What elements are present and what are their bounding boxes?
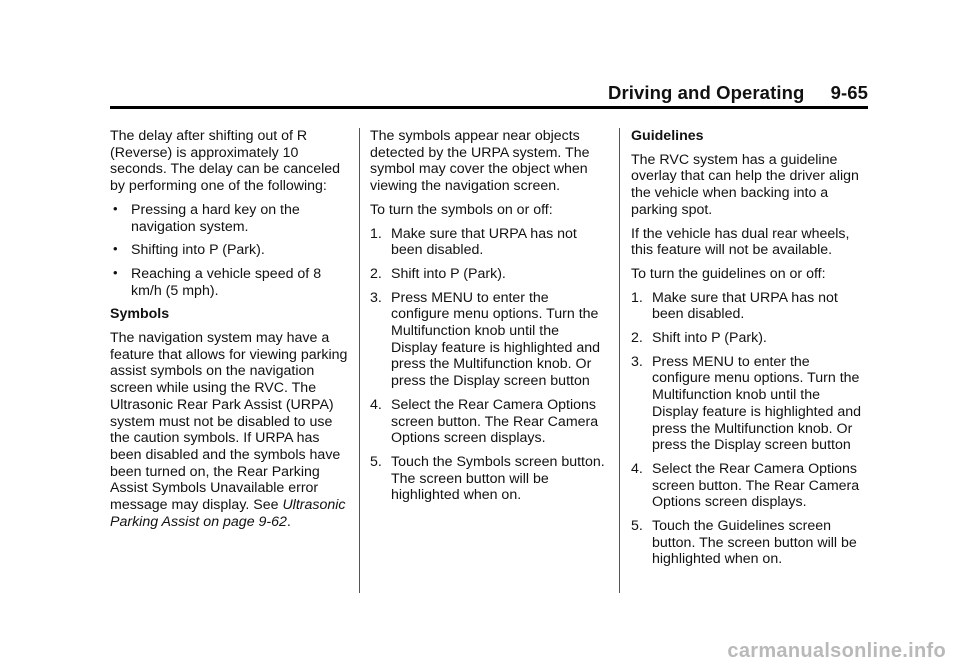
column-divider [359, 128, 360, 593]
list-item: • Shifting into P (Park). [113, 241, 265, 259]
list-item: 1. Make sure that URPA has not been disabled. [370, 225, 577, 259]
list-item: 3. Press MENU to enter the configure menu options. Turn the Multifunction knob until the Display feature is highlighted and press the Multifunction knob. Or press the Display screen button [370, 289, 601, 390]
list-item: 2. Shift into P (Park). [370, 265, 506, 282]
section-heading-symbols: Symbols [110, 306, 170, 323]
dual-wheels-paragraph: If the vehicle has dual rear wheels, this feature will not be available. [631, 225, 850, 259]
section-heading-guidelines: Guidelines [631, 128, 704, 144]
column-divider [619, 128, 620, 593]
page-header [110, 82, 868, 109]
list-item: 5. Touch the Symbols screen button. The screen button will be highlighted when on. [370, 453, 605, 504]
list-item: 5. Touch the Guidelines screen button. The screen button will be highlighted when on. [631, 518, 857, 568]
list-item: • Reaching a vehicle speed of 8 km/h (5 mph). [113, 264, 322, 299]
symbols-paragraph: The navigation system may have a feature that allows for viewing parking assist symbols on the navigation screen while using the RVC. The Ultrasonic Rear Park Assist (URPA) system must not be disabled to use the caution symbols. If URPA has been disabled and the symbols have been turned on, the Rear Parking Assist Symbols Unavailable error message may display. See Ultrasonic Parking Assist on page 9-62. [110, 330, 348, 530]
list-item: 3. Press MENU to enter the configure menu options. Turn the Multifunction knob until the Display feature is highlighted and press the Multifunction knob. Or press the Display screen button [631, 353, 862, 454]
list-item: 1. Make sure that URPA has not been disabled. [631, 289, 838, 323]
list-item: 4. Select the Rear Camera Options screen button. The Rear Camera Options screen displays. [370, 396, 599, 447]
intro-paragraph: The delay after shifting out of R (Reverse) is approximately 10 seconds. The delay can be canceled by performing one of the following: [110, 128, 341, 195]
instruction-lead: To turn the symbols on or off: [370, 201, 553, 218]
instruction-lead: To turn the guidelines on or off: [631, 265, 826, 282]
intro-paragraph: The symbols appear near objects detected by the URPA system. The symbol may cover the object when viewing the navigation screen. [370, 128, 590, 195]
list-item: 2. Shift into P (Park). [631, 330, 767, 347]
column-3 [631, 128, 869, 575]
list-item: • Pressing a hard key on the navigation system. [113, 200, 300, 235]
page-title: Driving and Operating 9-65 [608, 82, 868, 103]
guidelines-paragraph: The RVC system has a guideline overlay that can help the driver align the vehicle when backing into a parking spot. [631, 151, 859, 218]
bullet-icon: • [113, 241, 118, 257]
column-1 [110, 128, 348, 537]
watermark: carmanualsonline.info [727, 640, 946, 662]
cross-reference-link[interactable]: Ultrasonic Parking Assist on page 9-62 [110, 497, 346, 530]
bullet-icon: • [113, 200, 118, 216]
list-item: 4. Select the Rear Camera Options screen button. The Rear Camera Options screen displays. [631, 460, 860, 511]
bullet-icon: • [113, 264, 118, 280]
column-2 [370, 128, 608, 511]
